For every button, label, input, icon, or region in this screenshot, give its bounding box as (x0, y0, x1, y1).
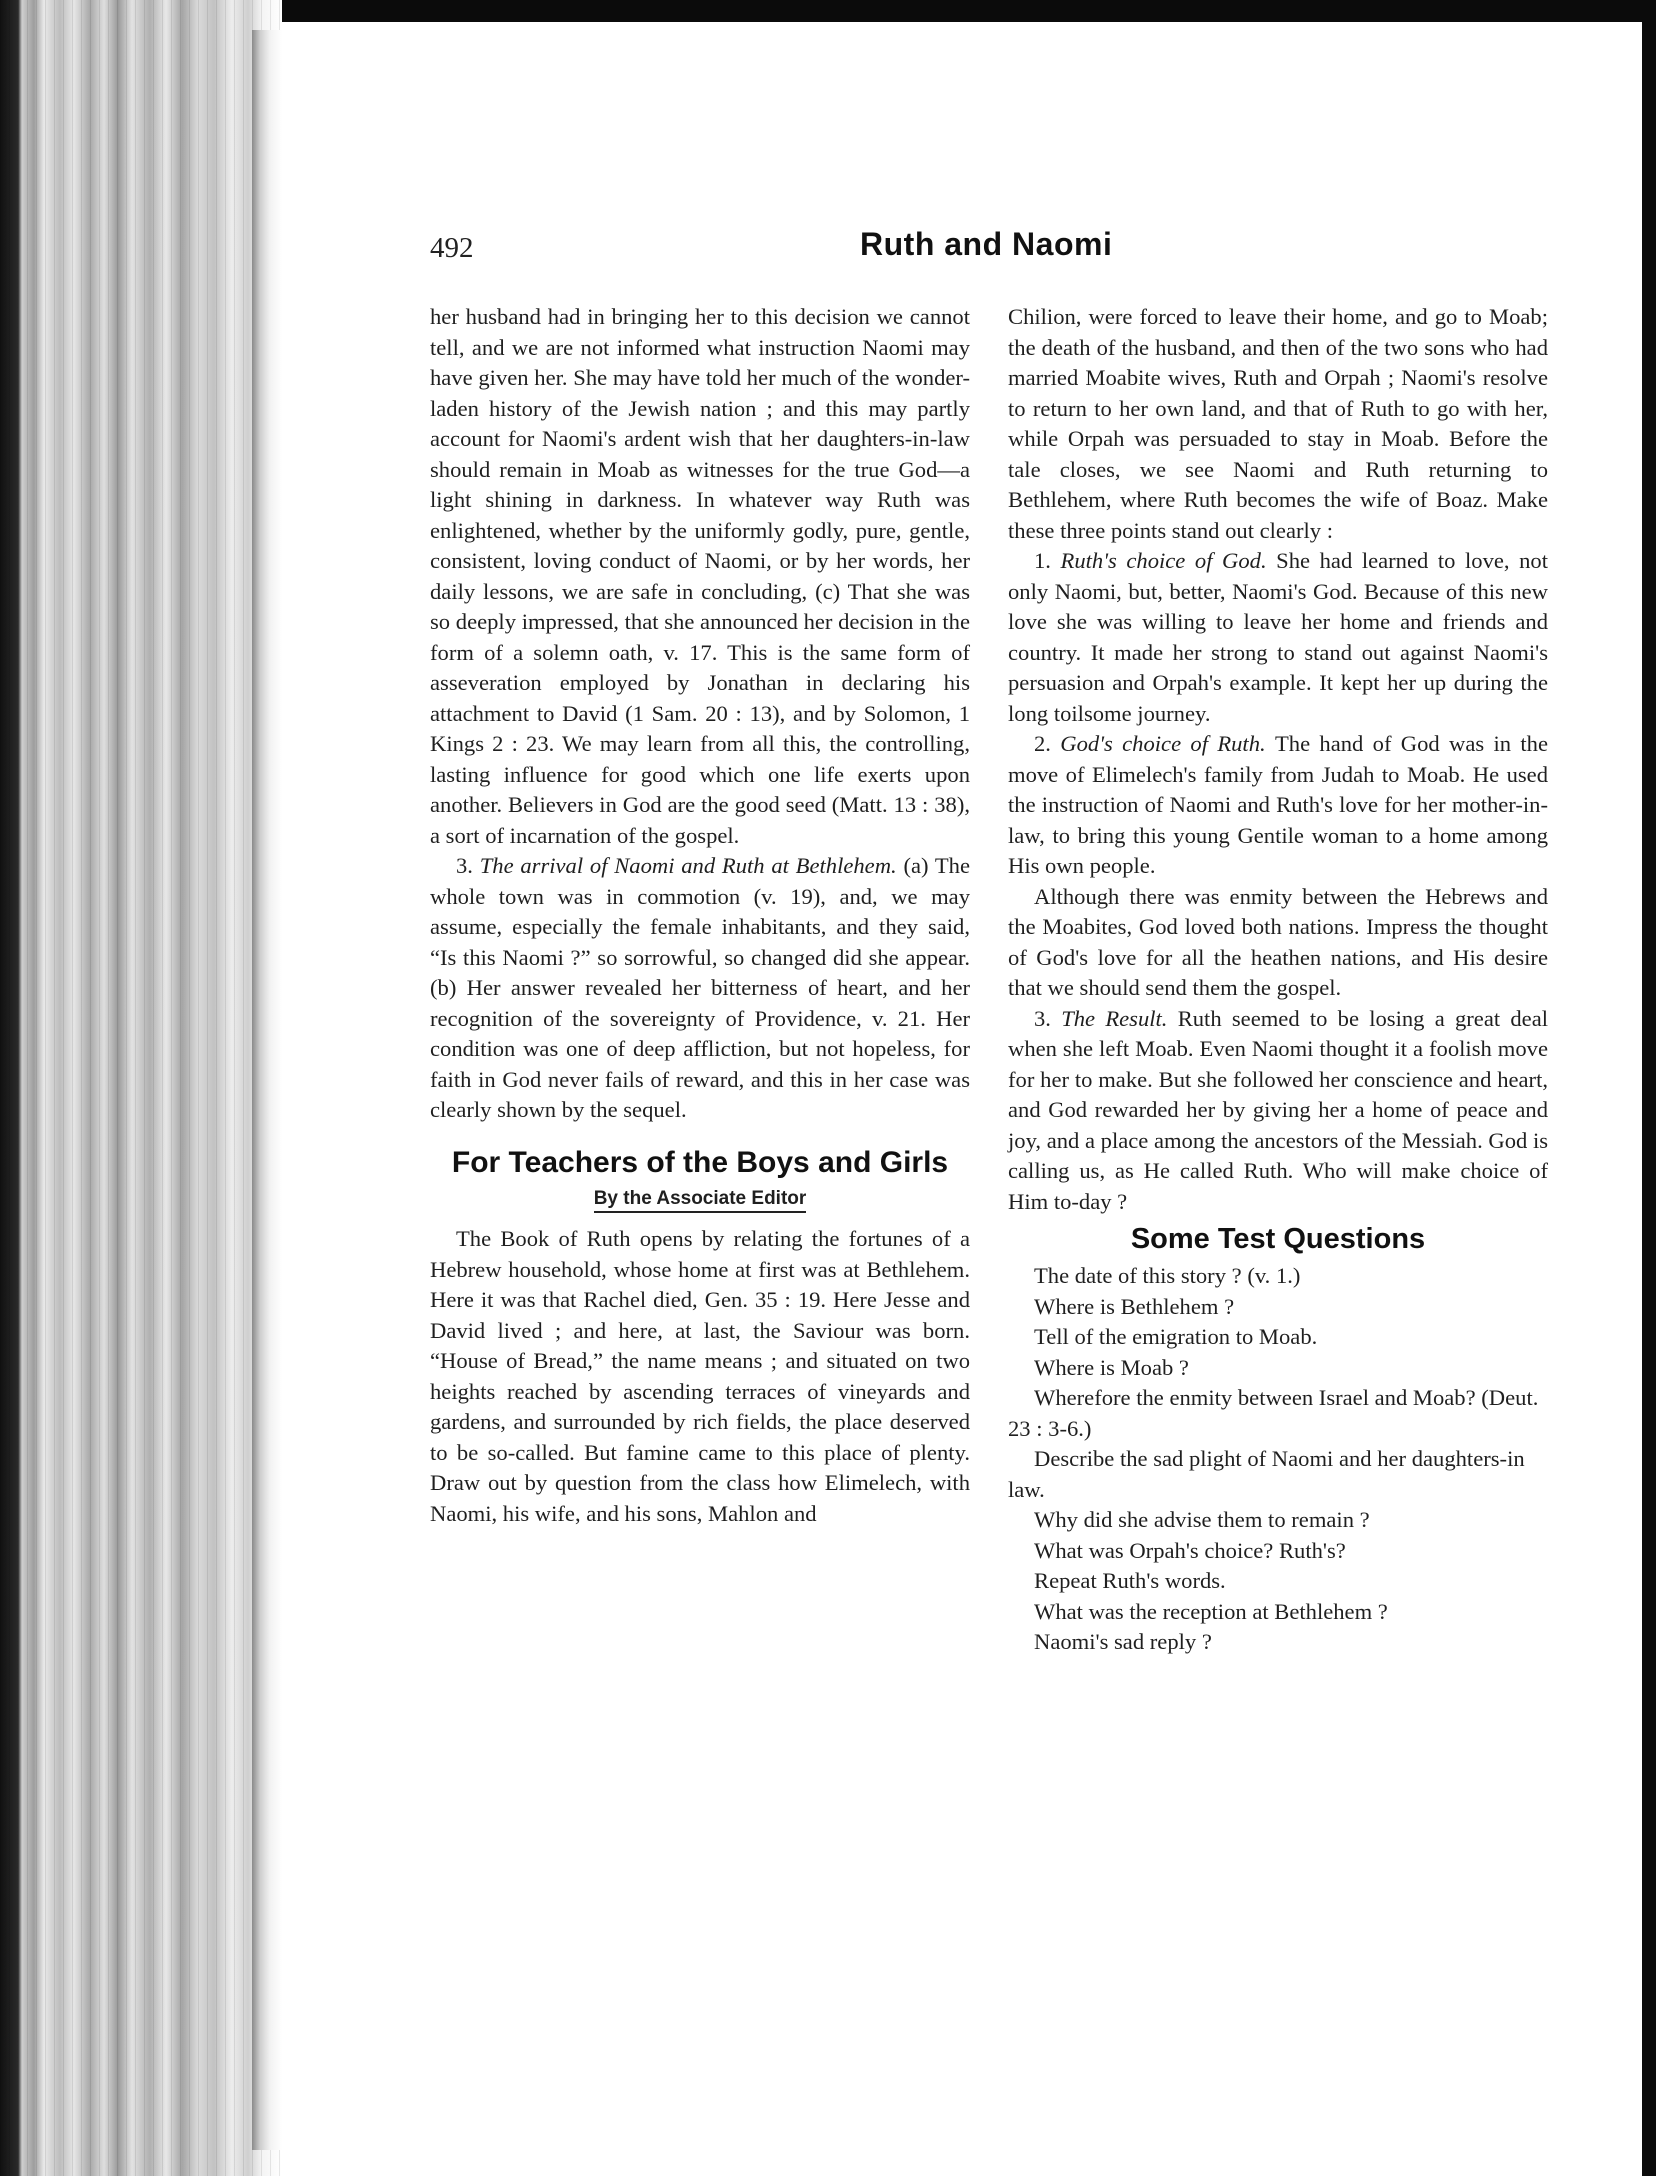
test-question: Where is Moab ? (1034, 1354, 1189, 1380)
byline (430, 1184, 970, 1215)
left-paragraph-book-of-ruth: The Book of Ruth opens by relating the fortunes of a Hebrew household, whose home at first was at Bethlehem. Here it was that Rachel died, Gen. 35 : 19. Here Jesse and David lived ; and here, at last, the Saviour was born. “House of Bread,” the name means ; and situated on two heights reached by ascending terraces of vineyards and gardens, and surrounded by rich fields, the place deserved to be so-called. But famine came to this place of plenty. Draw out by question from the class how Elimelech, with Naomi, his wife, and his sons, Mahlon and (430, 1226, 970, 1526)
point-1-title: Ruth's choice of God. (1060, 548, 1277, 573)
point-ruths-choice (1008, 546, 1548, 729)
test-question: Tell of the emigration to Moab. (1034, 1324, 1318, 1349)
point-3-title: The Result. (1061, 1005, 1178, 1031)
arrival-body: (a) The whole town was in commotion (v. 19), and, we may assume, especially the female inhabitants, and they said, “Is this Naomi ?” so sorrowful, so changed did she appear. (b) Her answer revealed her bitterness of heart, and her recognition of the sovereignty of Providence, v. 21. Her condition was one of deep affliction, but not hopeless, for faith in God never fails of reward, and this in her case was clearly shown by the sequel. (430, 853, 971, 1122)
page-number: 492 (430, 232, 474, 264)
test-question: Why did she advise them to remain ? (1034, 1507, 1370, 1532)
point-2-number: 2. (1034, 731, 1061, 756)
arrival-number: 3. (456, 853, 480, 878)
point-3-number: 3. (1034, 1005, 1062, 1031)
arrival-title: The arrival of Naomi and Ruth at Bethlehem. (479, 853, 904, 878)
byline-text: By the Associate Editor (594, 1188, 807, 1213)
test-question: Wherefore the enmity between Israel and Moab? (Deut. 23 : 3-6.) (1008, 1385, 1539, 1441)
test-question: Where is Bethlehem ? (1034, 1293, 1235, 1319)
left-paragraph-arrival (430, 851, 970, 1126)
paragraph-enmity: Although there was enmity between the Hebrews and the Moabites, God loved both nations. Impress the thought of God's love for all the heathen nations, and His desire that we should send them the gospel. (1008, 883, 1548, 1000)
book-gutter (252, 30, 282, 2150)
right-paragraph-1: Chilion, were forced to leave their home, and go to Moab; the death of the husband, and then of the two sons who had married Moabite wives, Ruth and Orpah ; Naomi's resolve to return to her own land, and that of Ruth to go with her, while Orpah was persuaded to stay in Moab. Before the tale closes, we see Naomi and Ruth returning to Bethlehem, where Ruth becomes the wife of Boaz. Make these three points stand out clearly : (1008, 304, 1548, 543)
test-questions-list (1008, 1261, 1548, 1658)
test-question: What was the reception at Bethlehem ? (1034, 1598, 1388, 1624)
page-header (430, 226, 1550, 282)
teachers-heading: For Teachers of the Boys and Girls (451, 1145, 949, 1179)
left-paragraph-1: her husband had in bringing her to this decision we cannot tell, and we are not informed what instruction Naomi may have given her. She may have told her much of the wonder-laden history of the Jewish nation ; and this may partly account for Naomi's ardent wish that her daughters-in-law should remain in Moab as witnesses for the true God—a light shining in darkness. In whatever way Ruth was enlightened, whether by the uniformly godly, pure, gentle, consistent, loving conduct of Naomi, or by her words, her daily lessons, we are safe in concluding, (c) That she was so deeply impressed, that she announced her decision in the form of a solemn oath, v. 17. This is the same form of asseveration employed by Jonathan in declaring his attachment to David (1 Sam. 20 : 13), and by Solomon, 1 Kings 2 : 23. We may learn from all this, the controlling, lasting influence for good which one life exerts upon another. Believers in God are the good seed (Matt. 13 : 38), a sort of incarnation of the gospel. (430, 304, 970, 848)
left-column (430, 302, 970, 1529)
point-result (1008, 1004, 1548, 1218)
point-1-body: She had learned to love, not only Naomi, but, better, Naomi's God. Because of this new love she was willing to leave her home and friends and country. It made her strong to stand out against Naomi's persuasion and Orpah's example. It kept her up during the long toilsome journey. (1008, 548, 1548, 726)
test-question: The date of this story ? (v. 1.) (1034, 1263, 1301, 1288)
point-3-body: Ruth seemed to be losing a great deal when she left Moab. Even Naomi thought it a foolish move for her to make. But she followed her conscience and heart, and God rewarded her by giving her a home of peace and joy, and a place among the ancestors of the Messiah. God is calling us, as He called Ruth. Who will make choice of Him to-day ? (1008, 1005, 1549, 1214)
point-1-number: 1. (1034, 548, 1061, 573)
point-2-body: The hand of God was in the move of Elimelech's family from Judah to Moab. He used the instruction of Naomi and Ruth's love for her mother-in-law, to bring this young Gentile woman to a home among His own people. (1008, 731, 1549, 878)
running-title: Ruth and Naomi (860, 226, 1113, 262)
test-questions-heading: Some Test Questions (1130, 1223, 1426, 1255)
test-question: Describe the sad plight of Naomi and her daughters-in law. (1008, 1446, 1525, 1502)
right-column (1008, 302, 1548, 1658)
point-2-title: God's choice of Ruth. (1060, 731, 1275, 756)
scan-border-right (1642, 0, 1656, 2176)
test-question: Naomi's sad reply ? (1034, 1629, 1212, 1654)
book-page-edge-lines (0, 0, 282, 2176)
point-gods-choice (1008, 729, 1548, 882)
test-question: What was Orpah's choice? Ruth's? (1034, 1537, 1346, 1563)
test-question: Repeat Ruth's words. (1034, 1568, 1226, 1593)
